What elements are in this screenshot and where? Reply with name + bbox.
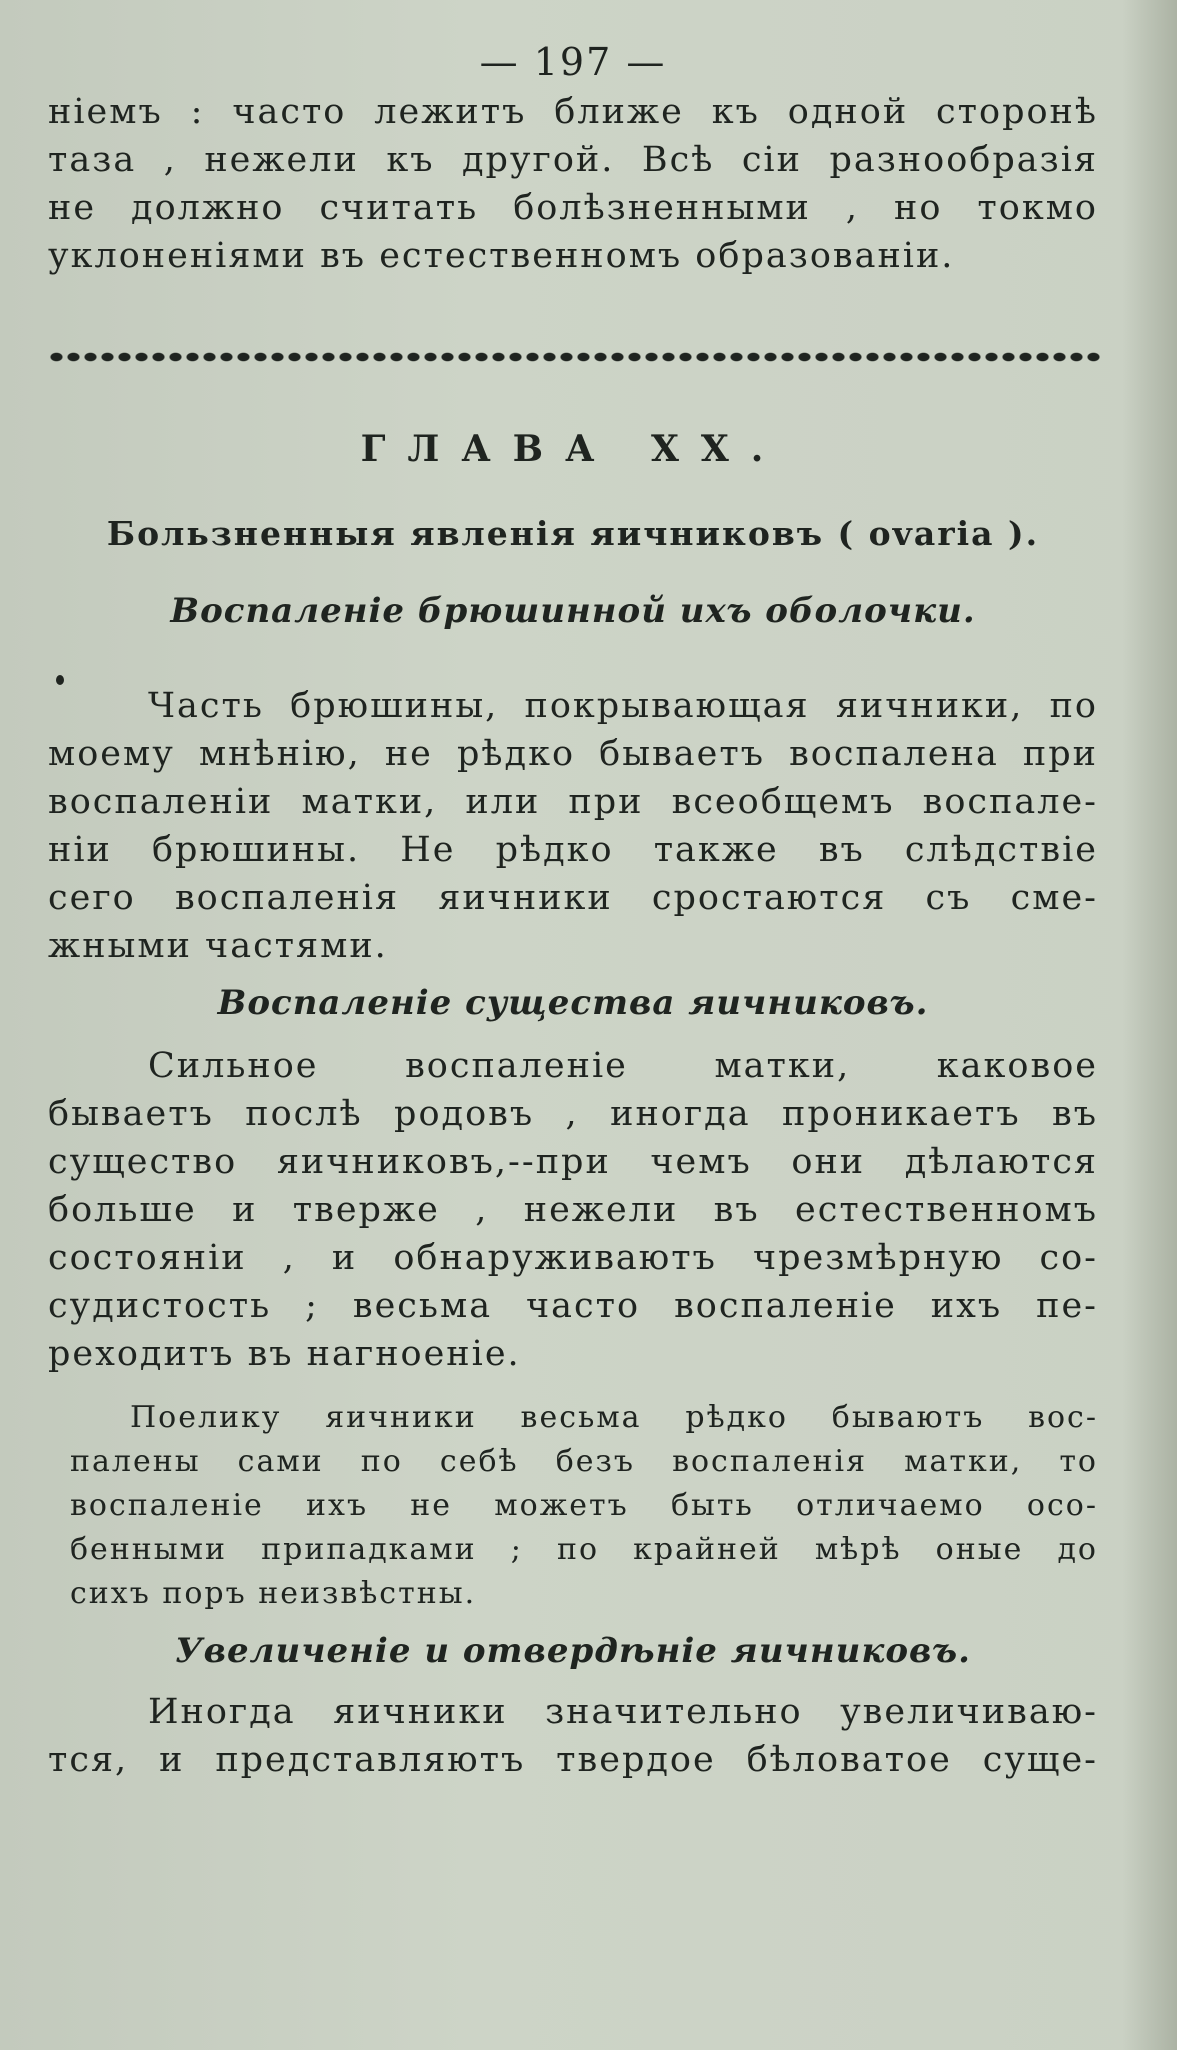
text-line: сего воспаленія яичники сростаются съ сме- xyxy=(48,878,1098,918)
section-heading: Воспаленіе существа яичниковъ. xyxy=(217,983,929,1023)
ornamental-divider xyxy=(48,350,1100,364)
text-line: воспаленіе ихъ не можетъ быть отличаемо осо- xyxy=(70,1488,1098,1523)
text-line: ніи брюшины. Не рѣдко также въ слѣдствіе xyxy=(48,830,1098,870)
text-line: воспаленіи матки, или при всеобщемъ воспале- xyxy=(48,782,1098,822)
section-paragraph xyxy=(48,1042,1098,1378)
page-number: — 197 — xyxy=(479,40,667,84)
book-spine-shadow xyxy=(1122,0,1177,2050)
text-line: жными частями. xyxy=(48,926,388,966)
text-line: уклоненіями въ естественномъ образованіи. xyxy=(48,236,955,276)
text-line: не должно считать болѣзненными , но токмо xyxy=(48,188,1098,228)
text-line: Поелику яичники весьма рѣдко бываютъ вос- xyxy=(130,1400,1098,1435)
text-line: Иногда яичники значительно увеличиваю- xyxy=(148,1692,1098,1732)
text-line: больше и тверже , нежели въ естественномъ xyxy=(48,1190,1098,1230)
footnote-paragraph xyxy=(48,1396,1098,1616)
text-line: состояніи , и обнаруживаютъ чрезмѣрную со- xyxy=(48,1238,1098,1278)
continuation-paragraph xyxy=(48,88,1098,280)
text-line: бенными припадками ; по крайней мѣрѣ оные до xyxy=(70,1532,1098,1567)
text-line: Часть брюшины, покрывающая яичники, по xyxy=(148,686,1098,726)
text-line: моему мнѣнію, не рѣдко бываетъ воспалена при xyxy=(48,734,1098,774)
text-line: реходитъ въ нагноеніе. xyxy=(48,1334,521,1374)
text-line: сихъ поръ неизвѣстны. xyxy=(70,1576,477,1611)
book-page xyxy=(48,36,1098,1784)
section-paragraph xyxy=(48,682,1098,970)
text-line: судистость ; весьма часто воспаленіе ихъ пе- xyxy=(48,1286,1098,1326)
chapter-subtitle: Бользненныя явленія яичниковъ ( ovaria ). xyxy=(106,514,1040,553)
chapter-title: ГЛАВА XX. xyxy=(360,428,786,470)
text-line: тся, и представляютъ твердое бѣловатое суще- xyxy=(48,1740,1098,1780)
text-line: Сильное воспаленіе матки, каковое xyxy=(148,1046,1098,1086)
text-line: существо яичниковъ,--при чемъ они дѣлаются xyxy=(48,1142,1098,1182)
text-line: ніемъ : часто лежитъ ближе къ одной сторонѣ xyxy=(48,92,1098,132)
text-line: бываетъ послѣ родовъ , иногда проникаетъ въ xyxy=(48,1094,1098,1134)
section-paragraph xyxy=(48,1688,1098,1784)
section-heading: Воспаленіе брюшинной ихъ оболочки. xyxy=(170,591,976,631)
section-heading: Увеличеніе и отвердѣніе яичниковъ. xyxy=(175,1631,971,1671)
text-line: палены сами по себѣ безъ воспаленія матки, то xyxy=(70,1444,1098,1479)
text-line: таза , нежели къ другой. Всѣ сіи разнообразія xyxy=(48,140,1098,180)
